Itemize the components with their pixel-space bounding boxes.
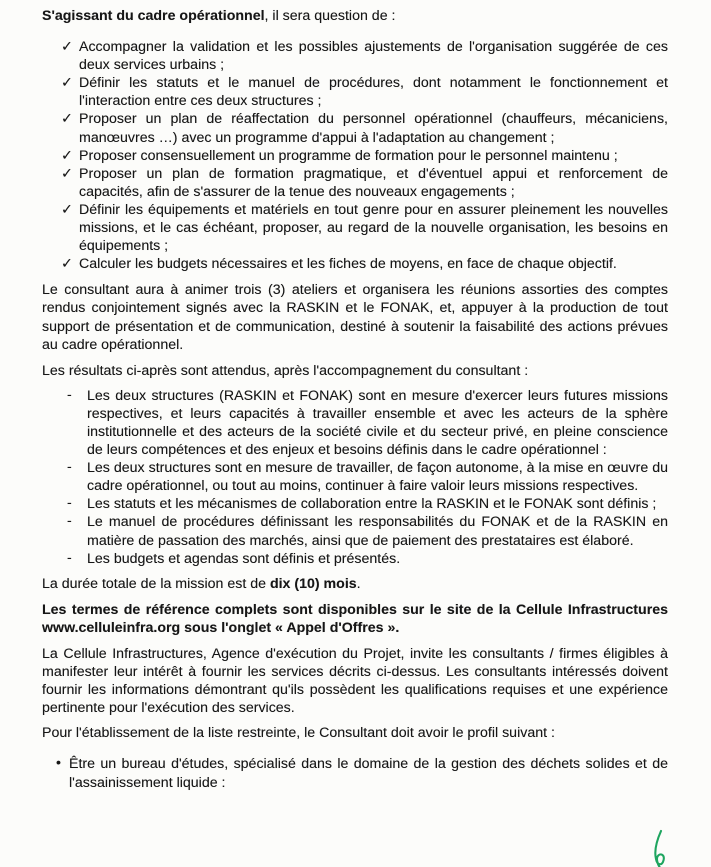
duration-pre: La durée totale de la mission est de (42, 575, 270, 592)
paragraph-terms-bold: Les termes de référence complets sont disponibles sur le site de la Cellule Infrastructures www.celluleinfra.org sous l'onglet « Appel d'Offres ». (42, 601, 668, 636)
duration-post: . (356, 575, 361, 592)
paragraph-invitation: La Cellule Infrastructures, Agence d'exécution du Projet, invite les consultants / firmes éligibles à manifester leur intérêt à fournir les services décrits ci-dessus. Les consultants intéressés doivent fournir les informations démontrant qu'ils possèdent les qualifications requises et une expérience pertinente pour l'exécution des services. (42, 646, 668, 717)
check-item-text: Proposer un plan de réaffectation du personnel opérationnel (chauffeurs, mécaniciens, manœuvres …) avec un programme d'appui à l'adaptation au changement ; (79, 111, 668, 146)
duration-line (42, 575, 668, 593)
checkmark-icon: ✓ (61, 75, 73, 92)
intro-line-rest: , il sera question de : (264, 8, 396, 24)
check-item (42, 38, 668, 74)
check-item-text: Proposer consensuellement un programme de formation pour le personnel maintenu ; (79, 147, 618, 164)
dash-item (42, 459, 668, 495)
profile-item-text: Être un bureau d'études, spécialisé dans le domaine de la gestion des déchets solides et de l'assainissement liquide : (69, 756, 668, 791)
green-pen-mark-icon (644, 829, 676, 867)
check-item-text: Calculer les budgets nécessaires et les fiches de moyens, en face de chaque objectif. (79, 256, 617, 273)
paragraph-consultant: Le consultant aura à animer trois (3) ateliers et organisera les réunions assorties des comptes rendus conjointement signés avec la RASKIN et le FONAK, et, appuyer à la production de tout support de présentation et de communication, destiné à soutenir la faisabilité des actions prévues au cadre opérationnel. (42, 282, 668, 353)
dash-item (42, 495, 668, 513)
dash-item-text: Les deux structures sont en mesure de travailler, de façon autonome, à la mise en œuvre du cadre opérationnel, ou tout au moins, continuer à faire valoir leurs missions respectives. (87, 460, 668, 495)
check-item-text: Proposer un plan de formation pragmatique, et d'éventuel appui et renforcement de capacités, afin de s'assurer de la tenue des nouveaux engagements ; (79, 165, 668, 200)
dash-item (42, 550, 668, 568)
check-item (42, 255, 668, 273)
dash-icon: - (67, 386, 72, 403)
check-item-text: Accompagner la validation et les possibles ajustements de l'organisation suggérée de ces deux services urbains ; (79, 39, 668, 74)
dash-icon: - (67, 513, 72, 530)
dash-item-text: Les budgets et agendas sont définis et présentés. (87, 550, 401, 567)
intro-line (42, 7, 668, 25)
profile-item (42, 755, 668, 791)
checkmark-icon: ✓ (61, 111, 73, 128)
check-item (42, 165, 668, 201)
dash-icon: - (67, 549, 72, 566)
check-item (42, 110, 668, 146)
bullet-icon: • (56, 755, 61, 772)
check-item (42, 74, 668, 110)
check-item-text: Définir les statuts et le manuel de procédures, dont notamment le fonctionnement et l'interaction entre ces deux structures ; (79, 75, 668, 110)
checkmark-icon: ✓ (61, 39, 73, 56)
dash-icon: - (67, 495, 72, 512)
dash-icon: - (67, 459, 72, 476)
check-item-text: Définir les équipements et matériels en tout genre pour en assurer pleinement les nouvelles missions, et le cas échéant, proposer, au regard de la nouvelle organisation, les besoins en équipements ; (79, 201, 668, 255)
paragraph-results-intro: Les résultats ci-après sont attendus, après l'accompagnement du consultant : (42, 362, 529, 379)
check-list (42, 38, 668, 273)
dash-list (42, 387, 668, 568)
paragraph-shortlist-intro: Pour l'établissement de la liste restreinte, le Consultant doit avoir le profil suivant : (42, 725, 555, 742)
dash-item (42, 387, 668, 459)
document-content (42, 7, 668, 792)
duration-bold: dix (10) mois (269, 575, 357, 592)
profile-list (42, 755, 668, 791)
dash-item-text: Le manuel de procédures définissant les responsabilités du FONAK et de la RASKIN en matière de passation des marchés, ainsi que de paiement des prestataires est élaboré. (87, 514, 668, 549)
checkmark-icon: ✓ (61, 165, 73, 182)
dash-item-text: Les statuts et les mécanismes de collaboration entre la RASKIN et le FONAK sont définis ; (87, 496, 657, 513)
intro-line-bold: S'agissant du cadre opérationnel (42, 8, 265, 24)
check-item (42, 201, 668, 255)
checkmark-icon: ✓ (61, 201, 73, 218)
checkmark-icon: ✓ (61, 256, 73, 273)
checkmark-icon: ✓ (61, 147, 73, 164)
dash-item-text: Les deux structures (RASKIN et FONAK) sont en mesure d'exercer leurs futures missions respectives, et leurs capacités à travailler ensemble et avec les acteurs de la sphère institutionnelle et des acteurs de la société civile et du secteur privé, en pleine conscience de leurs compétences et des enjeux et besoins définis dans le cadre opérationnel : (87, 387, 668, 459)
check-item (42, 147, 668, 165)
dash-item (42, 513, 668, 549)
